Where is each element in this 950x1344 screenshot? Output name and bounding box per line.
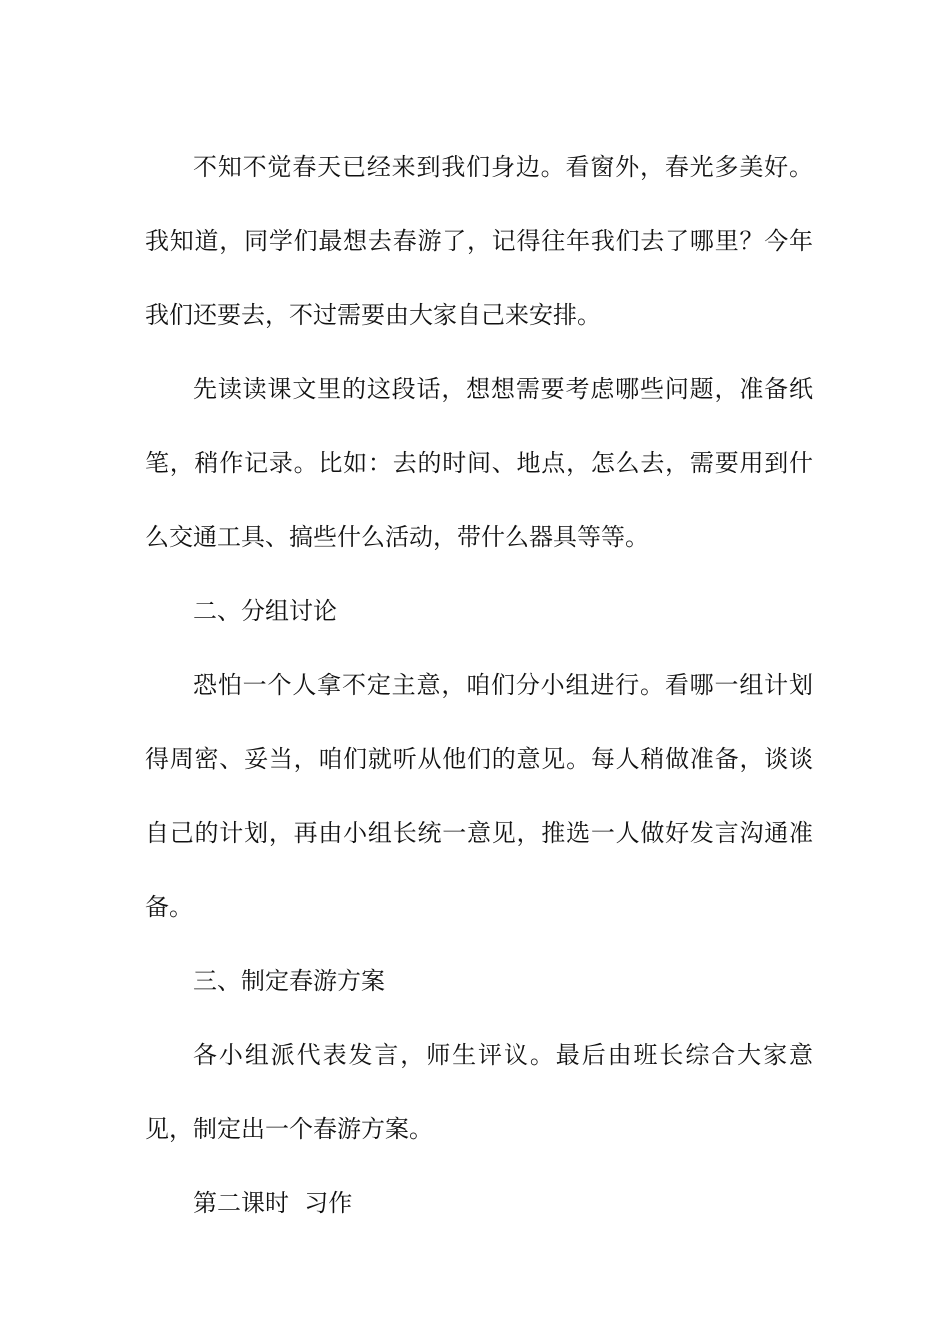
paragraph-read-text: 先读读课文里的这段话，想想需要考虑哪些问题，准备纸笔，稍作记录。比如：去的时间、地点，怎么去，需要用到什么交通工具、搞些什么活动，带什么器具等等。 [145,375,813,551]
section-heading-second-lesson: 第二课时 习作 [193,1189,353,1217]
paragraph-spring-intro: 不知不觉春天已经来到我们身边。看窗外，春光多美好。我知道，同学们最想去春游了，记得往年我们去了哪里？今年我们还要去，不过需要由大家自己来安排。 [145,153,813,329]
paragraph-group-plan: 恐怕一个人拿不定主意，咱们分小组进行。看哪一组计划得周密、妥当，咱们就听从他们的意见。每人稍做准备，谈谈自己的计划，再由小组长统一意见，推选一人做好发言沟通准备。 [145,671,813,921]
paragraph-representatives: 各小组派代表发言，师生评议。最后由班长综合大家意见，制定出一个春游方案。 [145,1041,813,1143]
section-heading-group-discussion: 二、分组讨论 [193,597,337,625]
document-body [145,130,813,1240]
section-heading-spring-plan: 三、制定春游方案 [193,967,385,995]
